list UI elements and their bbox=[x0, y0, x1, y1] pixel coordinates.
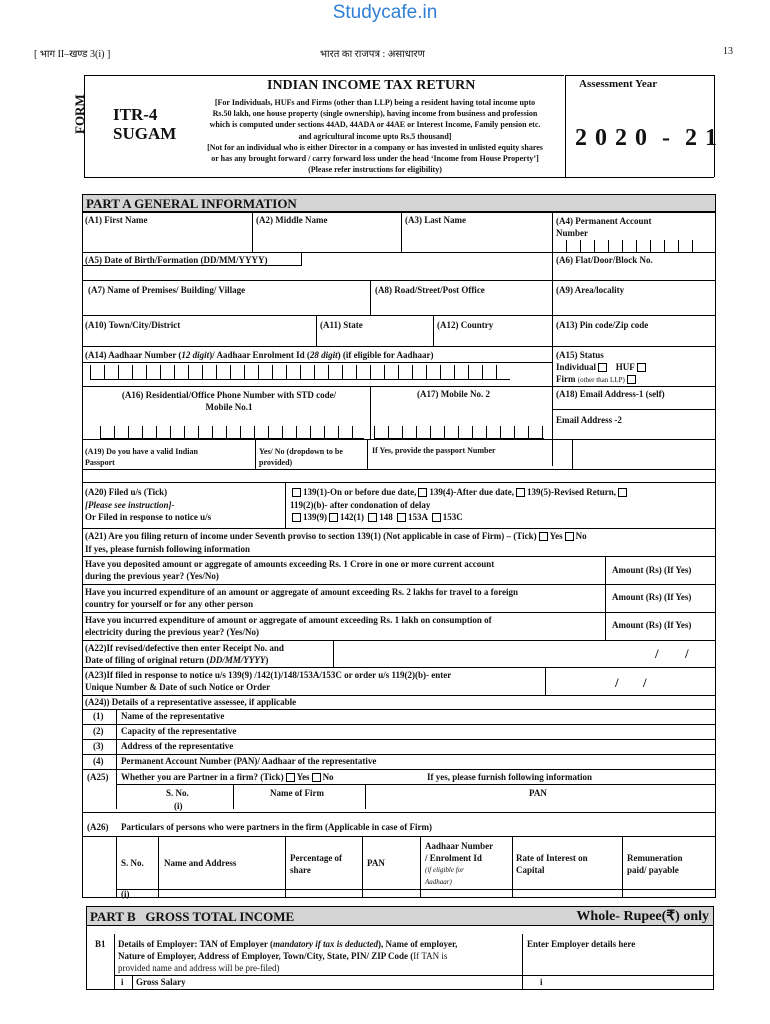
form-name: SUGAM bbox=[113, 124, 177, 143]
rep-row-2-no: (2) bbox=[93, 726, 104, 736]
partner-col-name: Name and Address bbox=[164, 858, 237, 868]
assessment-year-label: Assessment Year bbox=[579, 78, 658, 90]
form-description: [For Individuals, HUFs and Firms (other than LLP) being a resident having total income upto Rs.50 lakh, one house property (single ownership), having income from business and profession which is computed under sections 44AD, 44ADA or 44AE or Interest Income, Family pension etc. and agricultural income upto Rs.5 thousand] [Not for an individual who is either Director in a company or has invested in unlisted equity shares or has any brought forward / carry forward loss under the head ‘Income from House Property’] (Please refer instructions for eligibility) bbox=[207, 98, 543, 175]
partner-question: Whether you are Partner in a firm? (Tick) Yes No bbox=[121, 772, 334, 782]
first-name-label: (A1) First Name bbox=[85, 215, 148, 225]
opt-139-1-checkbox[interactable] bbox=[292, 488, 301, 497]
form-code: ITR-4 bbox=[113, 105, 158, 124]
state-label: (A11) State bbox=[320, 320, 363, 330]
revised-date-slash-2: / bbox=[685, 646, 689, 661]
b1-label: B1 bbox=[95, 939, 106, 949]
firm-sno-header: S. No. bbox=[166, 788, 189, 798]
partner-row-i: (i) bbox=[121, 889, 130, 899]
passport-number-label: If Yes, provide the passport Number bbox=[372, 446, 496, 455]
travel-amount[interactable]: Amount (Rs) (If Yes) bbox=[612, 592, 692, 602]
form-label: FORM bbox=[72, 94, 87, 134]
opt-142-checkbox[interactable] bbox=[329, 513, 338, 522]
watermark-text: Studycafe.in bbox=[332, 2, 438, 23]
firm-row-i: (i) bbox=[174, 801, 183, 811]
rep-capacity-label: Capacity of the representative bbox=[121, 726, 237, 736]
partner-col-sno: S. No. bbox=[121, 858, 144, 868]
last-name-label: (A3) Last Name bbox=[405, 215, 466, 225]
partner-yes-checkbox[interactable] bbox=[286, 773, 295, 782]
partners-section-label: Particulars of persons who were partners in the firm (Applicable in case of Firm) bbox=[121, 822, 433, 832]
revised-return-label: (A22)If revised/defective then enter Receipt No. and Date of filing of original return (DD/MM/YYYY) bbox=[85, 643, 284, 665]
mobile2-input[interactable] bbox=[374, 426, 544, 439]
whole-rupee-label: Whole- Rupee(₹) only bbox=[576, 909, 709, 924]
phone-label: (A16) Residential/Office Phone Number with STD code/ Mobile No.1 bbox=[121, 390, 337, 412]
gazette-part: [ भाग II–खण्ड 3(i) ] bbox=[34, 49, 111, 60]
aadhaar-label: (A14) Aadhaar Number (12 digit)/ Aadhaar Enrolment Id (28 digit) (if eligible for Aadhaar) bbox=[85, 350, 434, 360]
seventh-proviso-question: (A21) Are you filing return of income under Seventh proviso to section 139(1) (Not applicable in case of Firm) – (Tick) Yes No bbox=[85, 531, 587, 541]
partner-no-checkbox[interactable] bbox=[312, 773, 321, 782]
road-label: (A8) Road/Street/Post Office bbox=[375, 285, 485, 295]
notice-date-slash-1: / bbox=[615, 675, 619, 690]
email2-label: Email Address -2 bbox=[556, 415, 622, 425]
notice-date-slash-2: / bbox=[643, 675, 647, 690]
electricity-question: Have you incurred expenditure of amount or aggregate of amount exceeding Rs. 1 lakh on consumption of electricity during the previous year? (Yes/No) bbox=[85, 615, 492, 637]
gazette-title: भारत का राजपत्र : असाधारण bbox=[320, 49, 425, 60]
partner-info-label: If yes, please furnish following information bbox=[427, 772, 593, 782]
part-a-header bbox=[82, 194, 716, 212]
dob-label: (A5) Date of Birth/Formation (DD/MM/YYYY) bbox=[85, 255, 268, 265]
mobile2-label: (A17) Mobile No. 2 bbox=[417, 389, 490, 399]
assessment-year: 2 0 2 0 - 2 1 bbox=[575, 125, 718, 151]
huf-checkbox[interactable] bbox=[637, 363, 646, 372]
middle-name-label: (A2) Middle Name bbox=[256, 215, 328, 225]
deposit-amount[interactable]: Amount (Rs) (If Yes) bbox=[612, 565, 692, 575]
pincode-label: (A13) Pin code/Zip code bbox=[556, 320, 649, 330]
notice-order-label: (A23)If filed in response to notice u/s 139(9) /142(1)/148/153A/153C or order u/s 119(2)(b)- enter Unique Number & Date of such Notice or Order bbox=[85, 670, 452, 692]
opt-153a-checkbox[interactable] bbox=[397, 513, 406, 522]
rep-pan-label: Permanent Account Number (PAN)/ Aadhaar of the representative bbox=[121, 756, 377, 766]
partners-section-no: (A26) bbox=[87, 822, 109, 832]
part-b-title: PART B GROSS TOTAL INCOME bbox=[90, 909, 295, 924]
rep-row-4-no: (4) bbox=[93, 756, 104, 766]
partner-col-rate: Rate of Interest on Capital bbox=[516, 853, 588, 875]
partner-col-remuneration: Remuneration paid/ payable bbox=[627, 853, 683, 875]
proviso-instruction: If yes, please furnish following information bbox=[85, 544, 251, 554]
form-title: INDIAN INCOME TAX RETURN bbox=[267, 78, 476, 93]
opt-119-checkbox[interactable] bbox=[618, 488, 627, 497]
passport-question: (A19) Do you have a valid Indian Passport bbox=[85, 447, 198, 467]
opt-139-4-checkbox[interactable] bbox=[418, 488, 427, 497]
rep-address-label: Address of the representative bbox=[121, 741, 234, 751]
email1-label: (A18) Email Address-1 (self) bbox=[556, 389, 665, 399]
firm-name-header: Name of Firm bbox=[270, 788, 324, 798]
phone-input[interactable] bbox=[100, 426, 364, 439]
opt-148-checkbox[interactable] bbox=[368, 513, 377, 522]
representative-section-label: (A24)) Details of a representative assessee, if applicable bbox=[85, 697, 297, 707]
rep-name-label: Name of the representative bbox=[121, 711, 225, 721]
status-group: (A15) Status Individual HUF Firm (other than LLP) bbox=[556, 349, 648, 386]
page-number: 13 bbox=[723, 46, 733, 57]
partner-col-pan: PAN bbox=[367, 858, 385, 868]
partner-col-percentage: Percentage of share bbox=[290, 853, 343, 875]
flat-label: (A6) Flat/Door/Block No. bbox=[556, 255, 653, 265]
opt-153c-checkbox[interactable] bbox=[432, 513, 441, 522]
rep-row-3-no: (3) bbox=[93, 741, 104, 751]
dob-input[interactable] bbox=[82, 252, 302, 266]
gross-salary-label: Gross Salary bbox=[136, 977, 186, 987]
premises-label: (A7) Name of Premises/ Building/ Village bbox=[88, 285, 246, 295]
area-label: (A9) Area/locality bbox=[556, 285, 625, 295]
proviso-no-checkbox[interactable] bbox=[565, 532, 574, 541]
travel-question: Have you incurred expenditure of an amount or aggregate of amount exceeding Rs. 2 lakhs for travel to a foreign country for yourself or for any other person bbox=[85, 587, 518, 609]
gross-salary-no: i bbox=[121, 977, 124, 987]
revised-date-slash-1: / bbox=[655, 646, 659, 661]
gross-salary-col-i: i bbox=[540, 977, 543, 987]
filed-section-label: (A20) Filed u/s (Tick) [Please see instruction]- Or Filed in response to notice u/s bbox=[85, 487, 212, 522]
partner-question-no: (A25) bbox=[87, 772, 109, 782]
aadhaar-input[interactable] bbox=[90, 365, 510, 380]
country-label: (A12) Country bbox=[437, 320, 494, 330]
rep-row-1-no: (1) bbox=[93, 711, 104, 721]
part-a-title: PART A GENERAL INFORMATION bbox=[86, 196, 297, 211]
opt-139-5-checkbox[interactable] bbox=[516, 488, 525, 497]
firm-pan-header: PAN bbox=[529, 788, 547, 798]
electricity-amount[interactable]: Amount (Rs) (If Yes) bbox=[612, 620, 692, 630]
individual-checkbox[interactable] bbox=[598, 363, 607, 372]
employer-details-text: Details of Employer: TAN of Employer (mandatory if tax is deducted), Name of employer, Nature of Employer, Address of Employer, Town/City, State, PIN/ ZIP Code (If TAN is provided name and address will be pre-filed) bbox=[118, 939, 458, 973]
proviso-yes-checkbox[interactable] bbox=[539, 532, 548, 541]
passport-dropdown[interactable]: Yes/ No (dropdown to be provided) bbox=[259, 447, 343, 467]
firm-checkbox[interactable] bbox=[627, 375, 636, 384]
employer-details-input[interactable]: Enter Employer details here bbox=[527, 939, 636, 949]
part-b-header bbox=[86, 906, 714, 926]
pan-label: (A4) Permanent Account Number bbox=[556, 216, 652, 238]
opt-139-9-checkbox[interactable] bbox=[292, 513, 301, 522]
town-label: (A10) Town/City/District bbox=[85, 320, 181, 330]
filed-section-options: 139(1)-On or before due date, 139(4)-After due date, 139(5)-Revised Return, 119(2)(b)- after condonation of delay 139(9) 142(1) 148 153A 153C bbox=[290, 486, 629, 524]
deposit-question: Have you deposited amount or aggregate of amounts exceeding Rs. 1 Crore in one or more current account during the previous year? (Yes/No) bbox=[85, 559, 495, 581]
partner-col-aadhaar: Aadhaar Number / Enrolment Id (if eligible for Aadhaar) bbox=[425, 841, 494, 886]
